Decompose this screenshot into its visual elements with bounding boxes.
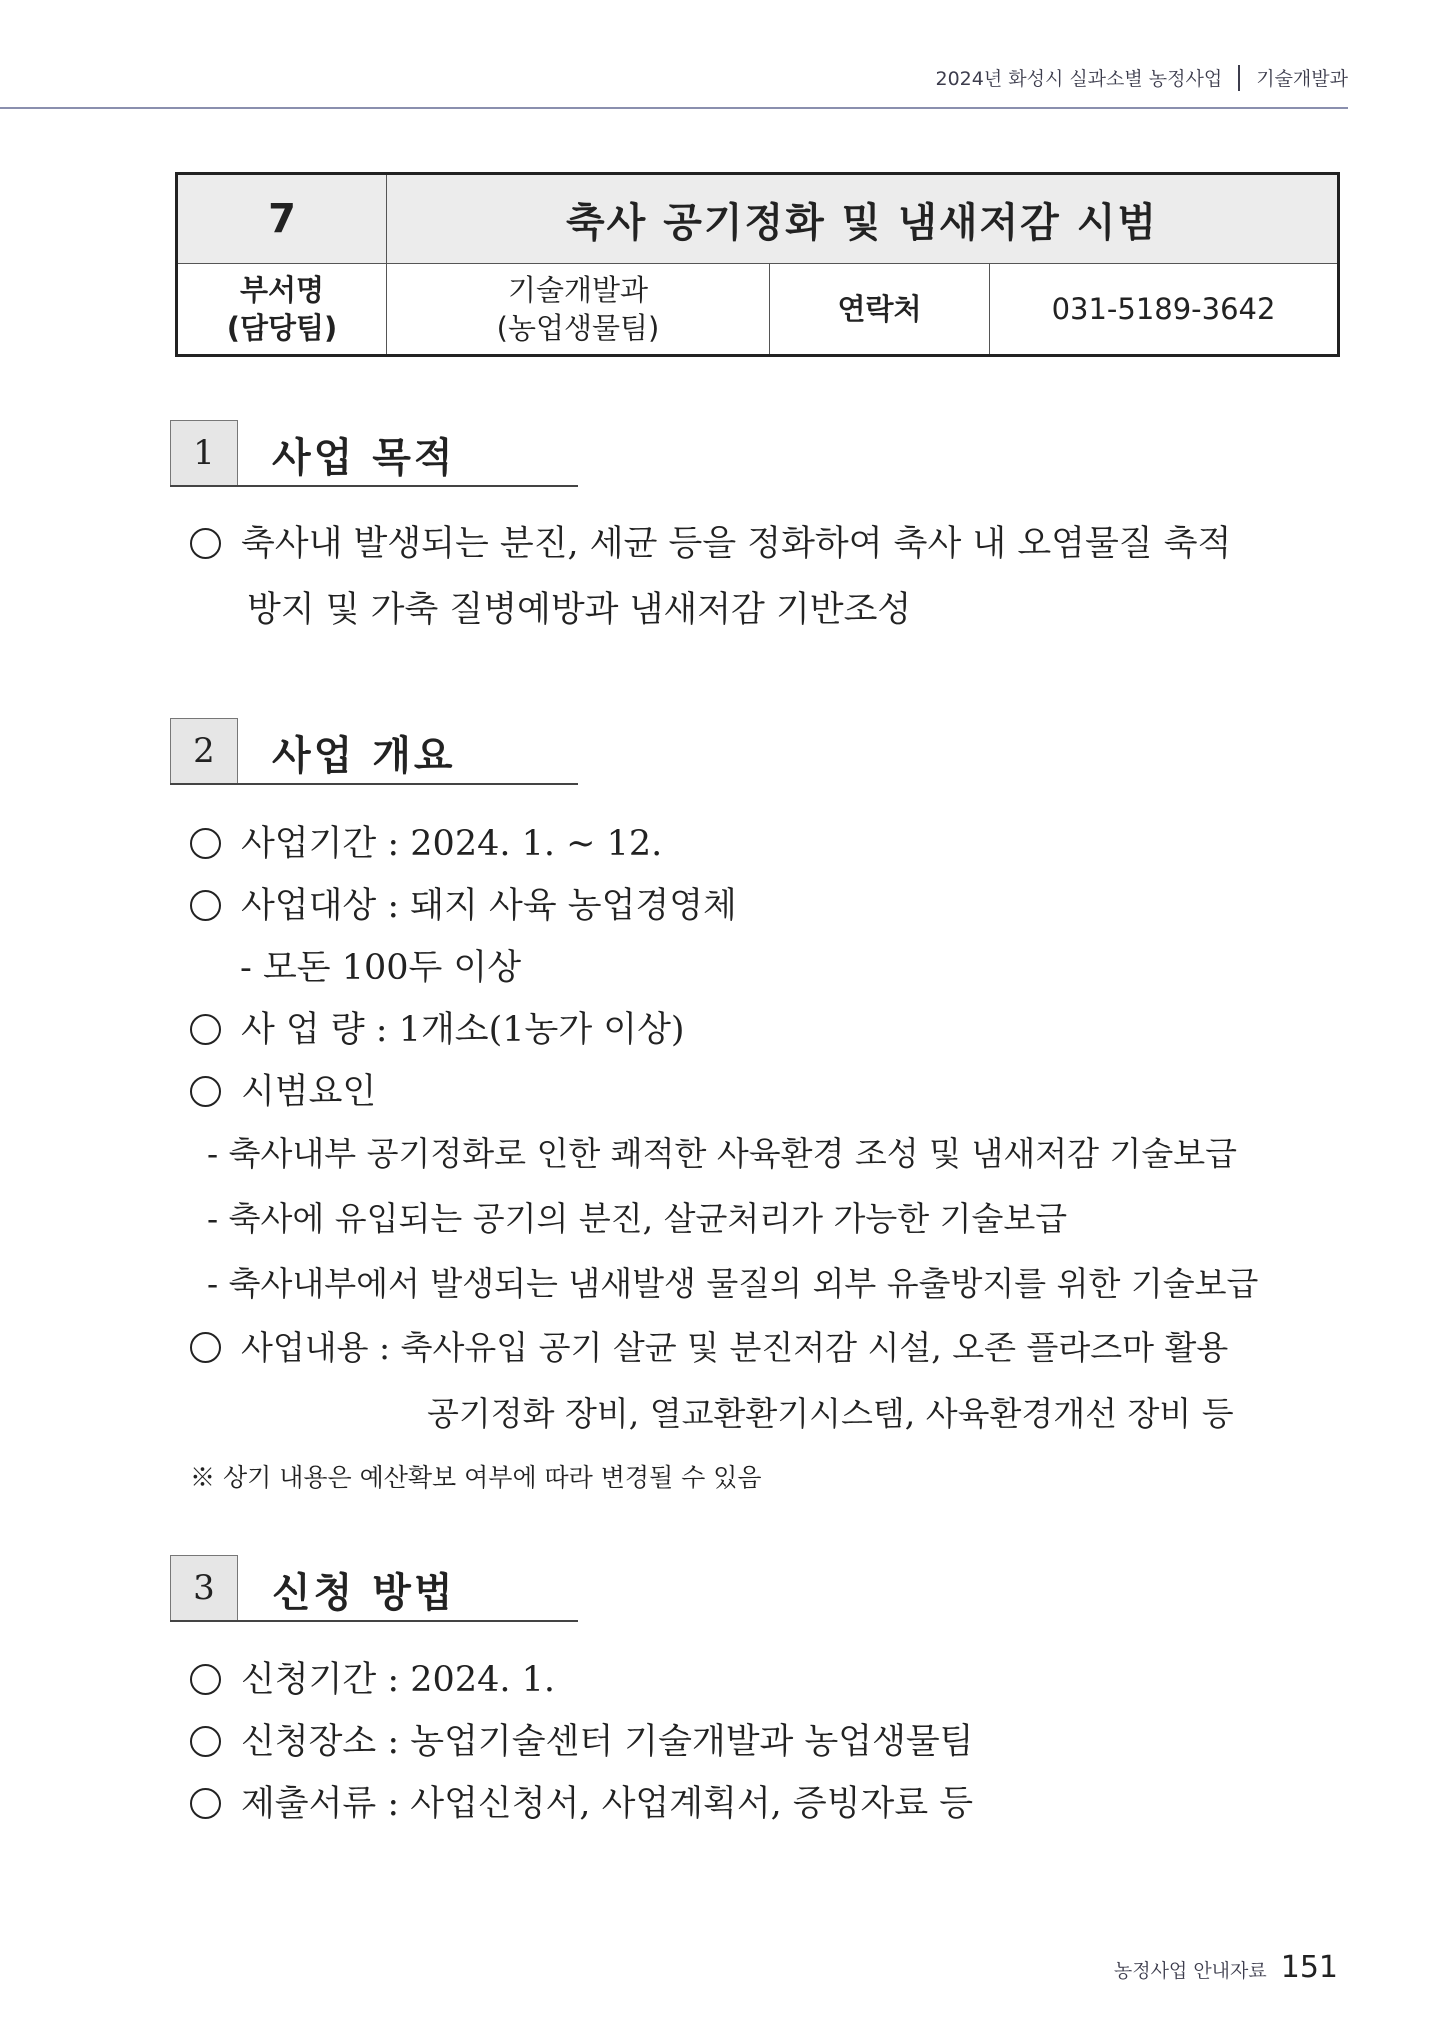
- overview-text: - 모돈 100두 이상: [240, 948, 522, 988]
- overview-subline: [427, 1388, 1234, 1435]
- overview-subline: [207, 1128, 1237, 1175]
- overview-text: - 축사에 유입되는 공기의 분진, 살균처리가 가능한 기술보급: [207, 1199, 1068, 1238]
- dept-label-line2: (담당팀): [226, 311, 338, 345]
- bullet-circle-icon: [190, 1788, 221, 1819]
- purpose-line: [190, 516, 1231, 566]
- application-line: [190, 1776, 973, 1826]
- contact-label: 연락처: [770, 264, 990, 356]
- purpose-text: 축사내 발생되는 분진, 세균 등을 정화하여 축사 내 오염물질 축적: [241, 524, 1232, 564]
- project-info-table: [175, 172, 1340, 357]
- application-line: [190, 1714, 974, 1764]
- section-title: 사업 목적: [272, 435, 456, 481]
- overview-subline: [240, 940, 521, 990]
- bullet-circle-icon: [190, 890, 221, 921]
- project-number: 7: [177, 174, 387, 264]
- overview-text: 사업내용 : 축사유입 공기 살균 및 분진저감 시설, 오존 플라즈마 활용: [241, 1328, 1229, 1367]
- bullet-circle-icon: [190, 528, 221, 559]
- overview-text: 사업기간 : 2024. 1. ~ 12.: [241, 824, 663, 864]
- dept-value-line2: (농업생물팀): [496, 311, 660, 345]
- purpose-line: [247, 582, 911, 632]
- section-number: 1: [170, 420, 238, 485]
- application-text: 신청기간 : 2024. 1.: [241, 1660, 556, 1700]
- overview-line: [190, 1002, 685, 1052]
- section-heading-purpose: [170, 420, 578, 487]
- overview-line: [190, 1064, 376, 1114]
- application-text: 제출서류 : 사업신청서, 사업계획서, 증빙자료 등: [241, 1784, 974, 1824]
- dept-value-line1: 기술개발과: [507, 273, 649, 307]
- overview-text: 사업대상 : 돼지 사육 농업경영체: [241, 886, 737, 926]
- application-line: [190, 1652, 555, 1702]
- header-doc-title: 2024년 화성시 실과소별 농정사업: [935, 68, 1223, 90]
- purpose-text: 방지 및 가축 질병예방과 냄새저감 기반조성: [247, 590, 912, 630]
- section-heading-application: [170, 1555, 578, 1622]
- page-footer: [1114, 1950, 1338, 1985]
- section-heading-overview: [170, 718, 578, 785]
- overview-text: 시범요인: [241, 1072, 377, 1112]
- page-header: [935, 64, 1348, 91]
- section-number: 2: [170, 718, 238, 783]
- bullet-circle-icon: [190, 828, 221, 859]
- bullet-circle-icon: [190, 1726, 221, 1757]
- overview-text: - 축사내부에서 발생되는 냄새발생 물질의 외부 유출방지를 위한 기술보급: [207, 1264, 1259, 1303]
- overview-text: 공기정화 장비, 열교환환기시스템, 사육환경개선 장비 등: [427, 1394, 1234, 1433]
- overview-line: [190, 816, 662, 866]
- dept-label: [177, 264, 387, 356]
- overview-line: [190, 1322, 1228, 1369]
- section-number: 3: [170, 1555, 238, 1620]
- application-text: 신청장소 : 농업기술센터 기술개발과 농업생물팀: [241, 1722, 974, 1762]
- overview-subline: [207, 1193, 1067, 1240]
- bullet-circle-icon: [190, 1664, 221, 1695]
- overview-text: 사 업 량 : 1개소(1농가 이상): [241, 1010, 685, 1050]
- dept-value: [387, 264, 770, 356]
- overview-subline: [207, 1258, 1258, 1305]
- overview-note: ※ 상기 내용은 예산확보 여부에 따라 변경될 수 있음: [190, 1463, 762, 1492]
- page-number: 151: [1280, 1950, 1338, 1985]
- section-title: 신청 방법: [272, 1570, 456, 1616]
- dept-label-line1: 부서명: [239, 273, 325, 307]
- header-dept: 기술개발과: [1256, 68, 1348, 90]
- header-rule: [0, 107, 1348, 109]
- section-title: 사업 개요: [272, 733, 456, 779]
- footer-label: 농정사업 안내자료: [1113, 1960, 1267, 1982]
- bullet-circle-icon: [190, 1332, 221, 1363]
- overview-line: [190, 878, 737, 928]
- contact-value: 031-5189-3642: [990, 264, 1339, 356]
- bullet-circle-icon: [190, 1014, 221, 1045]
- overview-text: - 축사내부 공기정화로 인한 쾌적한 사육환경 조성 및 냄새저감 기술보급: [207, 1134, 1238, 1173]
- project-title: 축사 공기정화 및 냄새저감 시범: [387, 174, 1339, 264]
- header-separator: [1238, 65, 1240, 91]
- bullet-circle-icon: [190, 1076, 221, 1107]
